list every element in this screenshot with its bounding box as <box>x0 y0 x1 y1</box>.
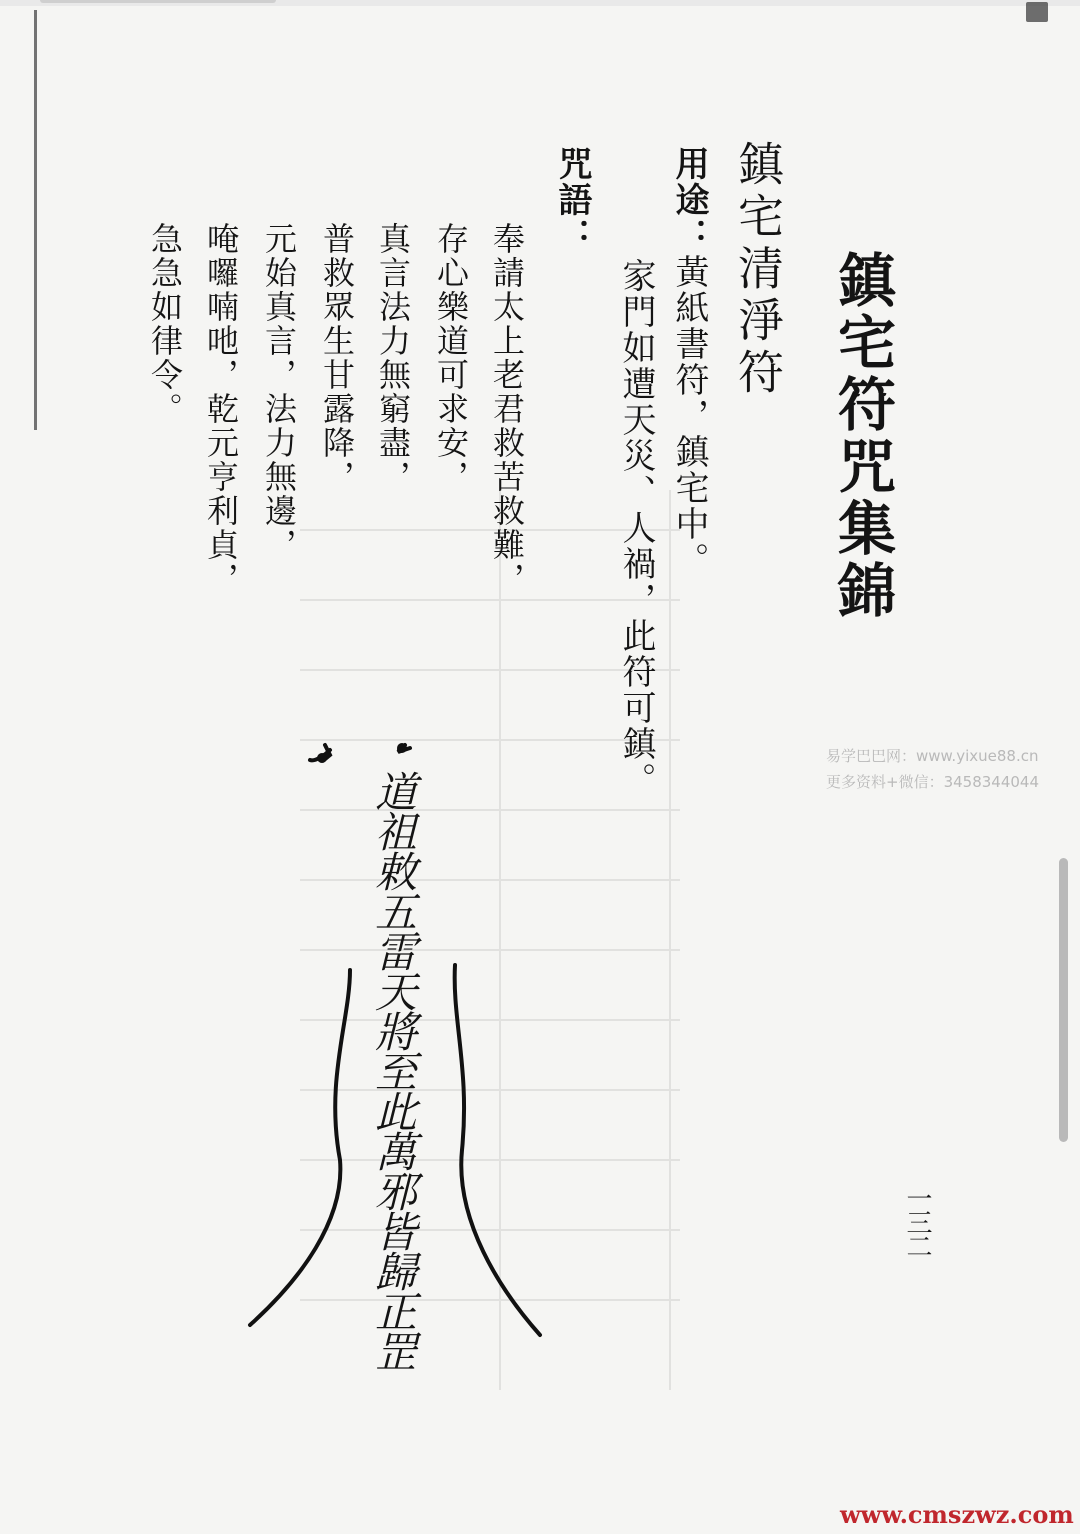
spell-label: 咒語： <box>552 146 592 254</box>
talisman-script: 道祖敕五雷天將至此萬邪皆歸正罡 <box>369 770 418 1370</box>
viewer-top-bar <box>0 0 1080 6</box>
viewer-tab[interactable] <box>40 0 276 3</box>
vertical-scrollbar[interactable] <box>1059 858 1068 1142</box>
watermark-line-2: 更多资料+微信：3458344044 <box>826 773 1040 791</box>
site-url-watermark: www.cmszwz.com <box>840 1500 1074 1529</box>
spell-line-2: 存心樂道可求安， <box>432 222 470 494</box>
spell-line-7: 急急如律令。 <box>146 222 184 426</box>
watermark-line-1: 易学巴巴网：www.yixue88.cn <box>826 747 1039 765</box>
corner-mark <box>1026 2 1048 22</box>
usage-line-2: 家門如遭天災、人禍，此符可鎮。 <box>616 258 656 798</box>
spell-line-3: 真言法力無窮盡， <box>374 222 412 494</box>
spell-line-1: 奉請太上老君救苦救難， <box>488 222 526 596</box>
usage-label: 用途： <box>669 146 709 254</box>
usage-text: 黃紙書符，鎮宅中。 <box>669 254 709 578</box>
page-binding-edge <box>34 10 37 430</box>
book-title: 鎮宅符咒集錦 <box>828 250 896 622</box>
spell-line-4: 普救眾生甘露降， <box>318 222 356 494</box>
spell-line-5: 元始真言，法力無邊， <box>260 222 298 562</box>
page-number: 一三二 <box>902 1185 932 1257</box>
usage-line-1 <box>665 146 714 578</box>
talisman-title: 鎮宅清淨符 <box>731 140 785 400</box>
spell-line-6: 唵囉喃吔，乾元亨利貞， <box>202 222 240 596</box>
